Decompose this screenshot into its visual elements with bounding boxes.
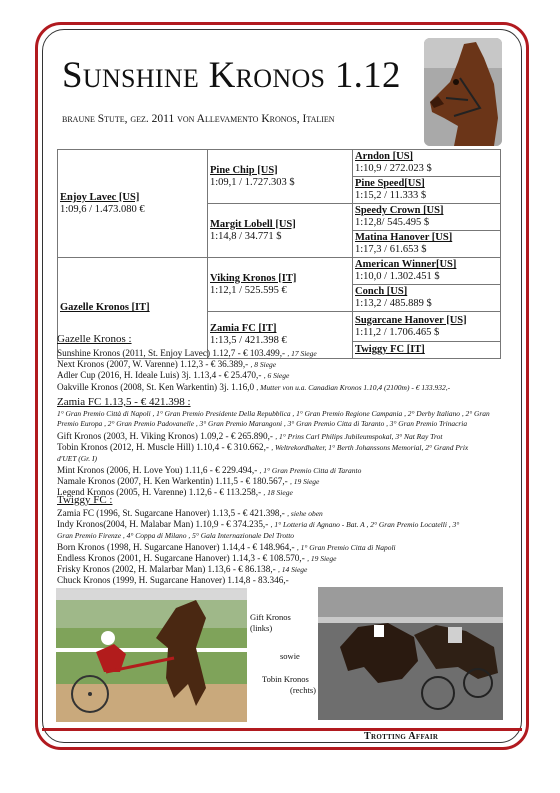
sds-record: 1:12,8/ 545.495 $ <box>355 217 430 228</box>
caption-gift <box>250 612 291 633</box>
sdd-name: Matina Hanover [US] <box>355 232 453 243</box>
caption-gift-side: (links) <box>250 622 273 633</box>
list-item: Oakville Kronos (2008, St. Ken Warkentin) 3j. 1.16,0 , Mutter von u.a. Canadian Kronos 1.10,4 (2100m) - € 133.932,- <box>57 381 451 392</box>
list-item: Gift Kronos (2003, H. Viking Kronos) 1.09,2 - € 265.890,- , 1° Prins Carl Philips Jubileumspokal, 3° Nat Ray Trot <box>57 431 443 441</box>
dsd-name: Conch [US] <box>355 286 408 297</box>
list-item: Chuck Kronos (1999, H. Sugarcane Hanover) 1.14,8 - 83.346,- <box>57 575 289 586</box>
list-item: Adler Cup (2016, H. Ideale Luis) 3j. 1.13,4 - € 25.470,- , 6 Siege <box>57 370 290 381</box>
pedigree-ss <box>208 150 353 204</box>
zamia-heading: Zamia FC 1.13,5 - € 421.398 : <box>57 396 191 408</box>
pedigree-sdd <box>353 231 501 258</box>
caption-gift-name: Gift Kronos <box>250 612 291 622</box>
sds-name: Speedy Crown [US] <box>355 205 444 216</box>
page-subtitle: braune Stute, gez. 2011 von Allevamento Kronos, Italien <box>62 113 335 125</box>
twiggy-heading: Twiggy FC : <box>57 494 113 506</box>
caption-tobin <box>262 674 316 695</box>
zamia-list <box>57 431 505 498</box>
list-item: Indy Kronos(2004, H. Malabar Man) 1.10,9 - € 374.235,- , 1° Lotteria di Agnano - Bat. A , 2° Gran Premio Locatelli , 3° <box>57 519 460 530</box>
pedigree-table <box>57 149 501 359</box>
sd-name: Margit Lobell [US] <box>210 218 296 230</box>
caption-tobin-side: (rechts) <box>290 684 316 695</box>
zamia-wins: 1° Gran Premio Città di Napoli , 1° Gran Premio Presidente Della Repubblica , 1° Gran Premio Regione Campania , 2° Derby Italiano , 2° Gran Premio Europa , 2° Gran Premio Padovanelle , 3° Gran Premio Marangoni , 3° Gran Premio Citta di Taranto , 3° Gran Premio Trinacria <box>57 409 490 428</box>
tobin-kronos-photo <box>318 587 503 720</box>
sss-name: Arndon [US] <box>355 151 414 162</box>
sdd-record: 1:17,3 / 61.653 $ <box>355 244 427 255</box>
pedigree-dsd <box>353 285 501 312</box>
dd-record: 1:13,5 / 421.398 € <box>210 335 287 346</box>
sd-record: 1:14,8 / 34.771 $ <box>210 230 282 242</box>
gift-kronos-photo <box>56 588 247 722</box>
dds-record: 1:11,2 / 1.706.465 $ <box>355 326 440 338</box>
footer-bar <box>42 728 522 731</box>
dam-name: Gazelle Kronos [IT] <box>60 302 150 313</box>
dds-name: Sugarcane Hanover [US] <box>355 314 467 326</box>
list-item: Zamia FC (1996, St. Sugarcane Hanover) 1.13,5 - € 421.398,- , siehe oben <box>57 508 323 518</box>
list-item: Tobin Kronos (2012, H. Muscle Hill) 1.10,4 - € 310.662,- , Weltrekordhalter, 1° Berth Johanssons Memorial, 2° Grand Prix <box>57 442 469 453</box>
ss-name: Pine Chip [US] <box>210 164 278 176</box>
dss-name: American Winner[US] <box>355 259 457 270</box>
sire-name: Enjoy Lavec [US] <box>60 191 140 203</box>
caption-and: sowie <box>280 651 300 661</box>
list-item: Mint Kronos (2006, H. Love You) 1.11,6 - € 229.494,- , 1° Gran Premio Citta di Taranto <box>57 464 362 475</box>
ds-record: 1:12,1 / 525.595 € <box>210 284 287 296</box>
pedigree-dss <box>353 258 501 285</box>
pedigree-sss <box>353 150 501 177</box>
list-item: Endless Kronos (2001, H. Sugarcane Hanover) 1.14,3 - € 108.570,- , 19 Siege <box>57 552 337 563</box>
list-item: Born Kronos (1998, H. Sugarcane Hanover) 1.14,4 - € 148.964,- , 1° Gran Premio Citta di Napoli <box>57 541 396 552</box>
pedigree-dds <box>353 312 501 342</box>
ssd-name: Pine Speed[US] <box>355 178 425 189</box>
pedigree-ds <box>208 258 353 312</box>
sire-record: 1:09,6 / 1.473.080 € <box>60 203 145 215</box>
pedigree-sd <box>208 204 353 258</box>
list-item: Gran Premio Firenze , 4° Coppa di Milano , 5° Gala Internazionale Del Trotto <box>57 531 295 541</box>
dsd-record: 1:13,2 / 485.889 $ <box>355 298 432 309</box>
ss-record: 1:09,1 / 1.727.303 $ <box>210 176 295 188</box>
page-title: Sunshine Kronos 1.12 <box>62 55 401 96</box>
list-item: Legend Kronos (2005, H. Varenne) 1.12,6 - € 113.258,- , 18 Siege <box>57 487 293 498</box>
sss-record: 1:10,9 / 272.023 $ <box>355 163 432 174</box>
list-item: d'UET (Gr. I) <box>57 454 98 464</box>
pedigree-sire <box>58 150 208 258</box>
gazelle-list <box>57 348 505 393</box>
list-item: Next Kronos (2007, W. Varenne) 1.12,3 - € 36.389,- , 8 Siege <box>57 359 277 370</box>
twiggy-list <box>57 508 505 586</box>
caption-tobin-name: Tobin Kronos <box>262 674 309 684</box>
pedigree-ssd <box>353 177 501 204</box>
ds-name: Viking Kronos [IT] <box>210 272 297 284</box>
pedigree-sds <box>353 204 501 231</box>
horse-head-photo <box>424 38 502 146</box>
list-item: Namale Kronos (2007, H. Ken Warkentin) 1.11,5 - € 180.567,- , 19 Siege <box>57 475 320 486</box>
footer-brand: Trotting Affair <box>364 731 439 742</box>
dd-name: Zamia FC [IT] <box>210 323 277 334</box>
ddd-name: Twiggy FC [IT] <box>355 344 425 356</box>
dss-record: 1:10,0 / 1.302.451 $ <box>355 271 440 282</box>
list-item: Frisky Kronos (2002, H. Malarbar Man) 1.13,6 - € 86.138,- , 14 Siege <box>57 564 308 575</box>
gazelle-heading: Gazelle Kronos : <box>57 333 132 345</box>
list-item: Sunshine Kronos (2011, St. Enjoy Lavec) 1.12,7 - € 103.499,- , 17 Siege <box>57 348 317 358</box>
ssd-record: 1:15,2 / 11.333 $ <box>355 190 427 201</box>
